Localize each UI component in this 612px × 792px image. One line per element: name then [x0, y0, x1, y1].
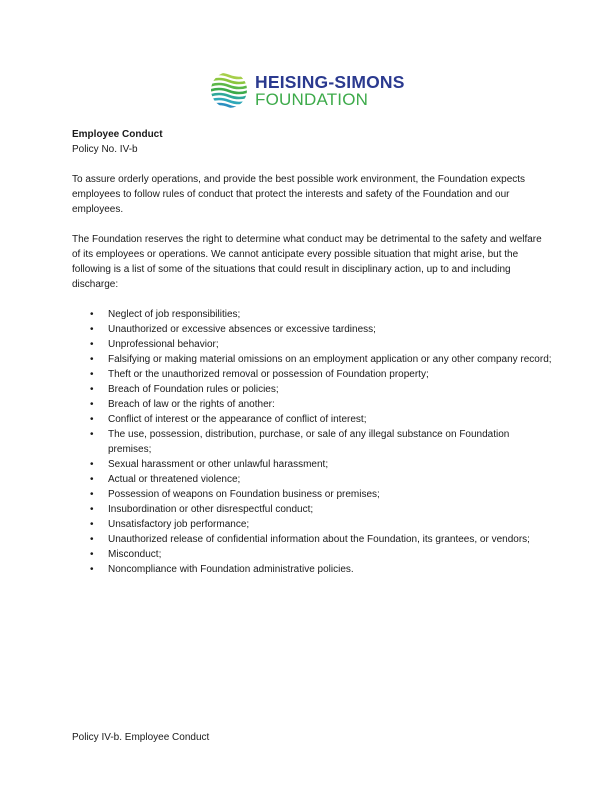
wave-stripes-icon [209, 70, 249, 110]
list-item: • Unsatisfactory job performance; [72, 517, 552, 532]
list-item: • Insubordination or other disrespectful conduct; [72, 502, 552, 517]
page-footer: Policy IV-b. Employee Conduct [72, 732, 210, 743]
logo-name-line1: HEISING-SIMONS [255, 72, 405, 92]
list-item: • Breach of Foundation rules or policies; [72, 382, 552, 397]
document-title: Employee Conduct [72, 129, 163, 140]
list-item: • Noncompliance with Foundation administrative policies. [72, 562, 552, 577]
list-item: • Breach of law or the rights of another: [72, 397, 552, 412]
list-item: • Unprofessional behavior; [72, 337, 552, 352]
list-item: • Misconduct; [72, 547, 552, 562]
list-item: • Falsifying or making material omissions on an employment application or any other company record; [72, 352, 552, 367]
list-item: • Actual or threatened violence; [72, 472, 552, 487]
rights-paragraph: The Foundation reserves the right to determine what conduct may be detrimental to the safety and welfare of its employees or operations. We cannot anticipate every possible situation that might arise, but the following is a list of some of the situations that could result in disciplinary action, up to and including discharge: [72, 234, 542, 290]
list-item: • Sexual harassment or other unlawful harassment; [72, 457, 552, 472]
conduct-list [72, 307, 552, 577]
list-item: • Unauthorized or excessive absences or excessive tardiness; [72, 322, 552, 337]
list-item: • Neglect of job responsibilities; [72, 307, 552, 322]
list-item: • Unauthorized release of confidential information about the Foundation, its grantees, or vendors; [72, 532, 552, 547]
policy-number: Policy No. IV-b [72, 144, 138, 155]
logo-name-line2: FOUNDATION [255, 90, 369, 109]
list-item: • Conflict of interest or the appearance of conflict of interest; [72, 412, 552, 427]
document-body [72, 127, 552, 577]
foundation-logo [209, 70, 409, 110]
list-item: • Theft or the unauthorized removal or possession of Foundation property; [72, 367, 552, 382]
intro-paragraph: To assure orderly operations, and provide the best possible work environment, the Foundation expects employees to follow rules of conduct that protect the interests and safety of the Foundation and our employees. [72, 174, 526, 215]
list-item: • The use, possession, distribution, purchase, or sale of any illegal substance on Foundation premises; [72, 427, 552, 457]
list-item: • Possession of weapons on Foundation business or premises; [72, 487, 552, 502]
